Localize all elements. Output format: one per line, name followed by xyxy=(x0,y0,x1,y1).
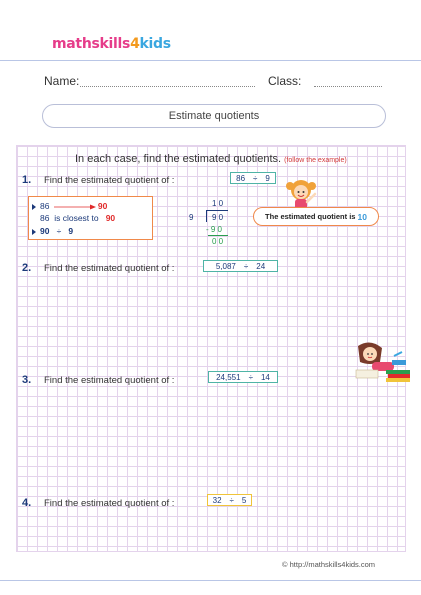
example-expr-a: 90 xyxy=(40,226,50,236)
bullet-icon xyxy=(32,204,36,210)
q1-divisor: 9 xyxy=(265,173,270,183)
logo-text-math: mathskills xyxy=(52,36,131,52)
q3-operator: ÷ xyxy=(248,372,253,382)
class-field[interactable] xyxy=(314,74,382,87)
example-rounded: 90 xyxy=(97,201,108,211)
question-1-text: Find the estimated quotient of : xyxy=(44,175,175,186)
q2-divisor: 24 xyxy=(256,261,266,271)
site-logo xyxy=(52,36,171,52)
example-answer xyxy=(253,207,379,226)
logo-text-4: 4 xyxy=(130,36,140,52)
division-dividend: 9 0 xyxy=(212,213,224,222)
footer-divider xyxy=(0,580,421,581)
question-4-number: 4. xyxy=(22,497,32,509)
division-bar xyxy=(206,210,228,211)
example-closest-text: is closest to xyxy=(54,213,99,223)
question-1-number: 1. xyxy=(22,174,32,186)
q1-dividend: 86 xyxy=(236,173,246,183)
example-original: 86 xyxy=(40,201,50,211)
example-expr-op: ÷ xyxy=(56,226,62,236)
name-field[interactable] xyxy=(80,74,255,87)
question-3-number: 3. xyxy=(22,374,32,386)
division-bracket xyxy=(206,210,207,222)
question-2-text: Find the estimated quotient of : xyxy=(44,263,175,274)
question-4-text: Find the estimated quotient of : xyxy=(44,498,175,509)
arrow-right-icon xyxy=(54,204,96,210)
division-remainder: 0 0 xyxy=(212,237,224,246)
example-closest-value: 90 xyxy=(105,213,116,223)
bullet-icon xyxy=(32,229,36,235)
footer-copyright[interactable]: © http://mathskills4kids.com xyxy=(282,560,376,569)
question-2-number: 2. xyxy=(22,262,32,274)
example-expression-line xyxy=(32,226,73,236)
logo-text-kids: kids xyxy=(139,36,171,52)
worksheet-title: Estimate quotients xyxy=(42,104,386,128)
class-label: Class: xyxy=(268,74,302,88)
instruction-note: (follow the example) xyxy=(284,157,347,164)
q2-dividend: 5,087 xyxy=(215,261,236,271)
example-round-line xyxy=(32,201,107,211)
q3-dividend: 24,551 xyxy=(216,372,241,382)
name-label: Name: xyxy=(44,74,80,88)
instruction-text: In each case, find the estimated quotients. xyxy=(75,153,282,165)
instructions xyxy=(75,153,347,165)
question-2-expression xyxy=(203,260,278,272)
q2-operator: ÷ xyxy=(243,261,249,271)
q4-divisor: 5 xyxy=(241,495,247,505)
question-3-expression xyxy=(208,371,278,383)
answer-text: The estimated quotient is xyxy=(265,212,356,221)
question-1-expression xyxy=(230,172,276,184)
girl-reading-illustration xyxy=(350,340,412,386)
division-underline xyxy=(208,235,228,236)
division-divisor: 9 xyxy=(189,213,194,222)
q1-operator: ÷ xyxy=(253,173,258,183)
example-number: 86 xyxy=(40,213,50,223)
division-quotient: 1 0 xyxy=(212,199,224,208)
example-closest-line xyxy=(40,213,115,223)
answer-value: 10 xyxy=(357,211,367,222)
q4-operator: ÷ xyxy=(229,495,234,505)
question-4-expression xyxy=(207,494,252,506)
division-subtract: - 9 0 xyxy=(206,225,223,234)
question-3-text: Find the estimated quotient of : xyxy=(44,375,175,386)
q4-dividend: 32 xyxy=(212,495,222,505)
q3-divisor: 14 xyxy=(260,372,270,382)
example-expr-b: 9 xyxy=(68,226,74,236)
header-divider xyxy=(0,60,421,61)
